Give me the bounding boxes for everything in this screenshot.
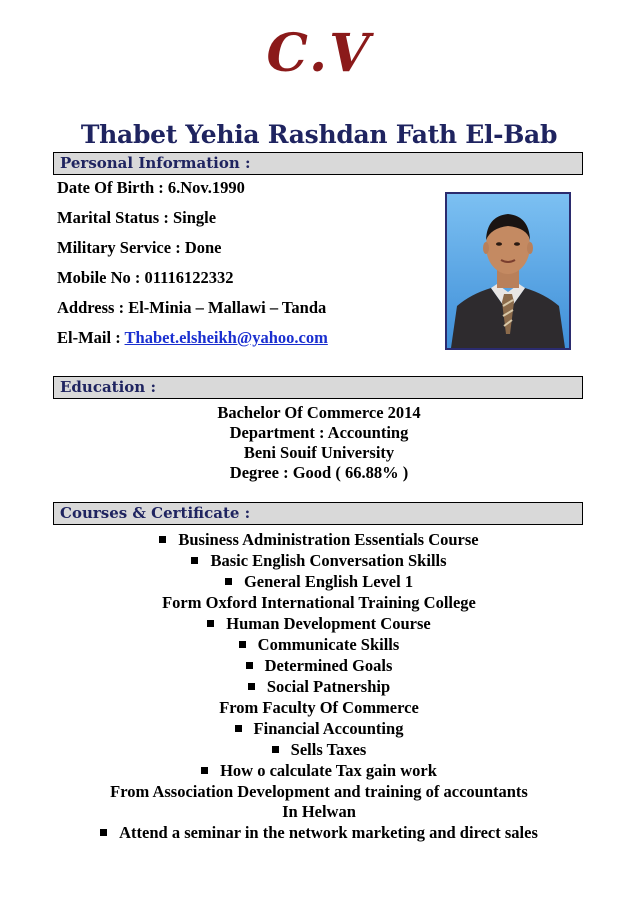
mobile-number: Mobile No : 01116122332 — [57, 268, 234, 287]
email-label: El-Mail : — [57, 328, 125, 347]
list-item: Attend a seminar in the network marketing and direct sales — [0, 823, 638, 843]
course-source: From Faculty Of Commerce — [219, 698, 419, 717]
square-bullet-icon — [159, 536, 166, 543]
course-source: From Association Development and training of accountants — [110, 782, 528, 801]
square-bullet-icon — [225, 578, 232, 585]
list-item: How o calculate Tax gain work — [0, 761, 638, 781]
personal-info-heading: Personal Information : — [60, 154, 251, 172]
candidate-name: Thabet Yehia Rashdan Fath El-Bab — [80, 120, 558, 149]
email-link[interactable]: Thabet.elsheikh@yahoo.com — [124, 328, 328, 347]
list-item: Communicate Skills — [0, 635, 638, 655]
date-of-birth: Date Of Birth : 6.Nov.1990 — [57, 178, 245, 197]
list-item: Social Patnership — [0, 677, 638, 697]
person-portrait-icon — [447, 194, 569, 348]
military-service: Military Service : Done — [57, 238, 222, 257]
list-item: Business Administration Essentials Course — [0, 530, 638, 550]
square-bullet-icon — [239, 641, 246, 648]
square-bullet-icon — [100, 829, 107, 836]
list-item: General English Level 1 — [0, 572, 638, 592]
email-line — [57, 328, 328, 348]
cv-title: C.V — [266, 23, 372, 84]
address: Address : El-Minia – Mallawi – Tanda — [57, 298, 327, 317]
course-source: Form Oxford International Training College — [162, 593, 476, 612]
education-heading: Education : — [60, 378, 156, 396]
list-item: Basic English Conversation Skills — [0, 551, 638, 571]
list-item: Determined Goals — [0, 656, 638, 676]
course-source-location: In Helwan — [282, 802, 356, 821]
square-bullet-icon — [201, 767, 208, 774]
square-bullet-icon — [248, 683, 255, 690]
education-university: Beni Souif University — [243, 443, 395, 462]
courses-heading: Courses & Certificate : — [60, 504, 251, 522]
square-bullet-icon — [246, 662, 253, 669]
square-bullet-icon — [191, 557, 198, 564]
marital-status: Marital Status : Single — [57, 208, 217, 227]
square-bullet-icon — [272, 746, 279, 753]
education-department: Department : Accounting — [229, 423, 409, 442]
education-grade: Degree : Good ( 66.88% ) — [229, 463, 409, 482]
list-item: Sells Taxes — [0, 740, 638, 760]
square-bullet-icon — [235, 725, 242, 732]
square-bullet-icon — [207, 620, 214, 627]
education-degree: Bachelor Of Commerce 2014 — [217, 403, 421, 422]
profile-photo — [445, 192, 571, 350]
education-heading-bar — [53, 376, 583, 399]
personal-info-heading-bar — [53, 152, 583, 175]
courses-heading-bar — [53, 502, 583, 525]
list-item: Human Development Course — [0, 614, 638, 634]
list-item: Financial Accounting — [0, 719, 638, 739]
